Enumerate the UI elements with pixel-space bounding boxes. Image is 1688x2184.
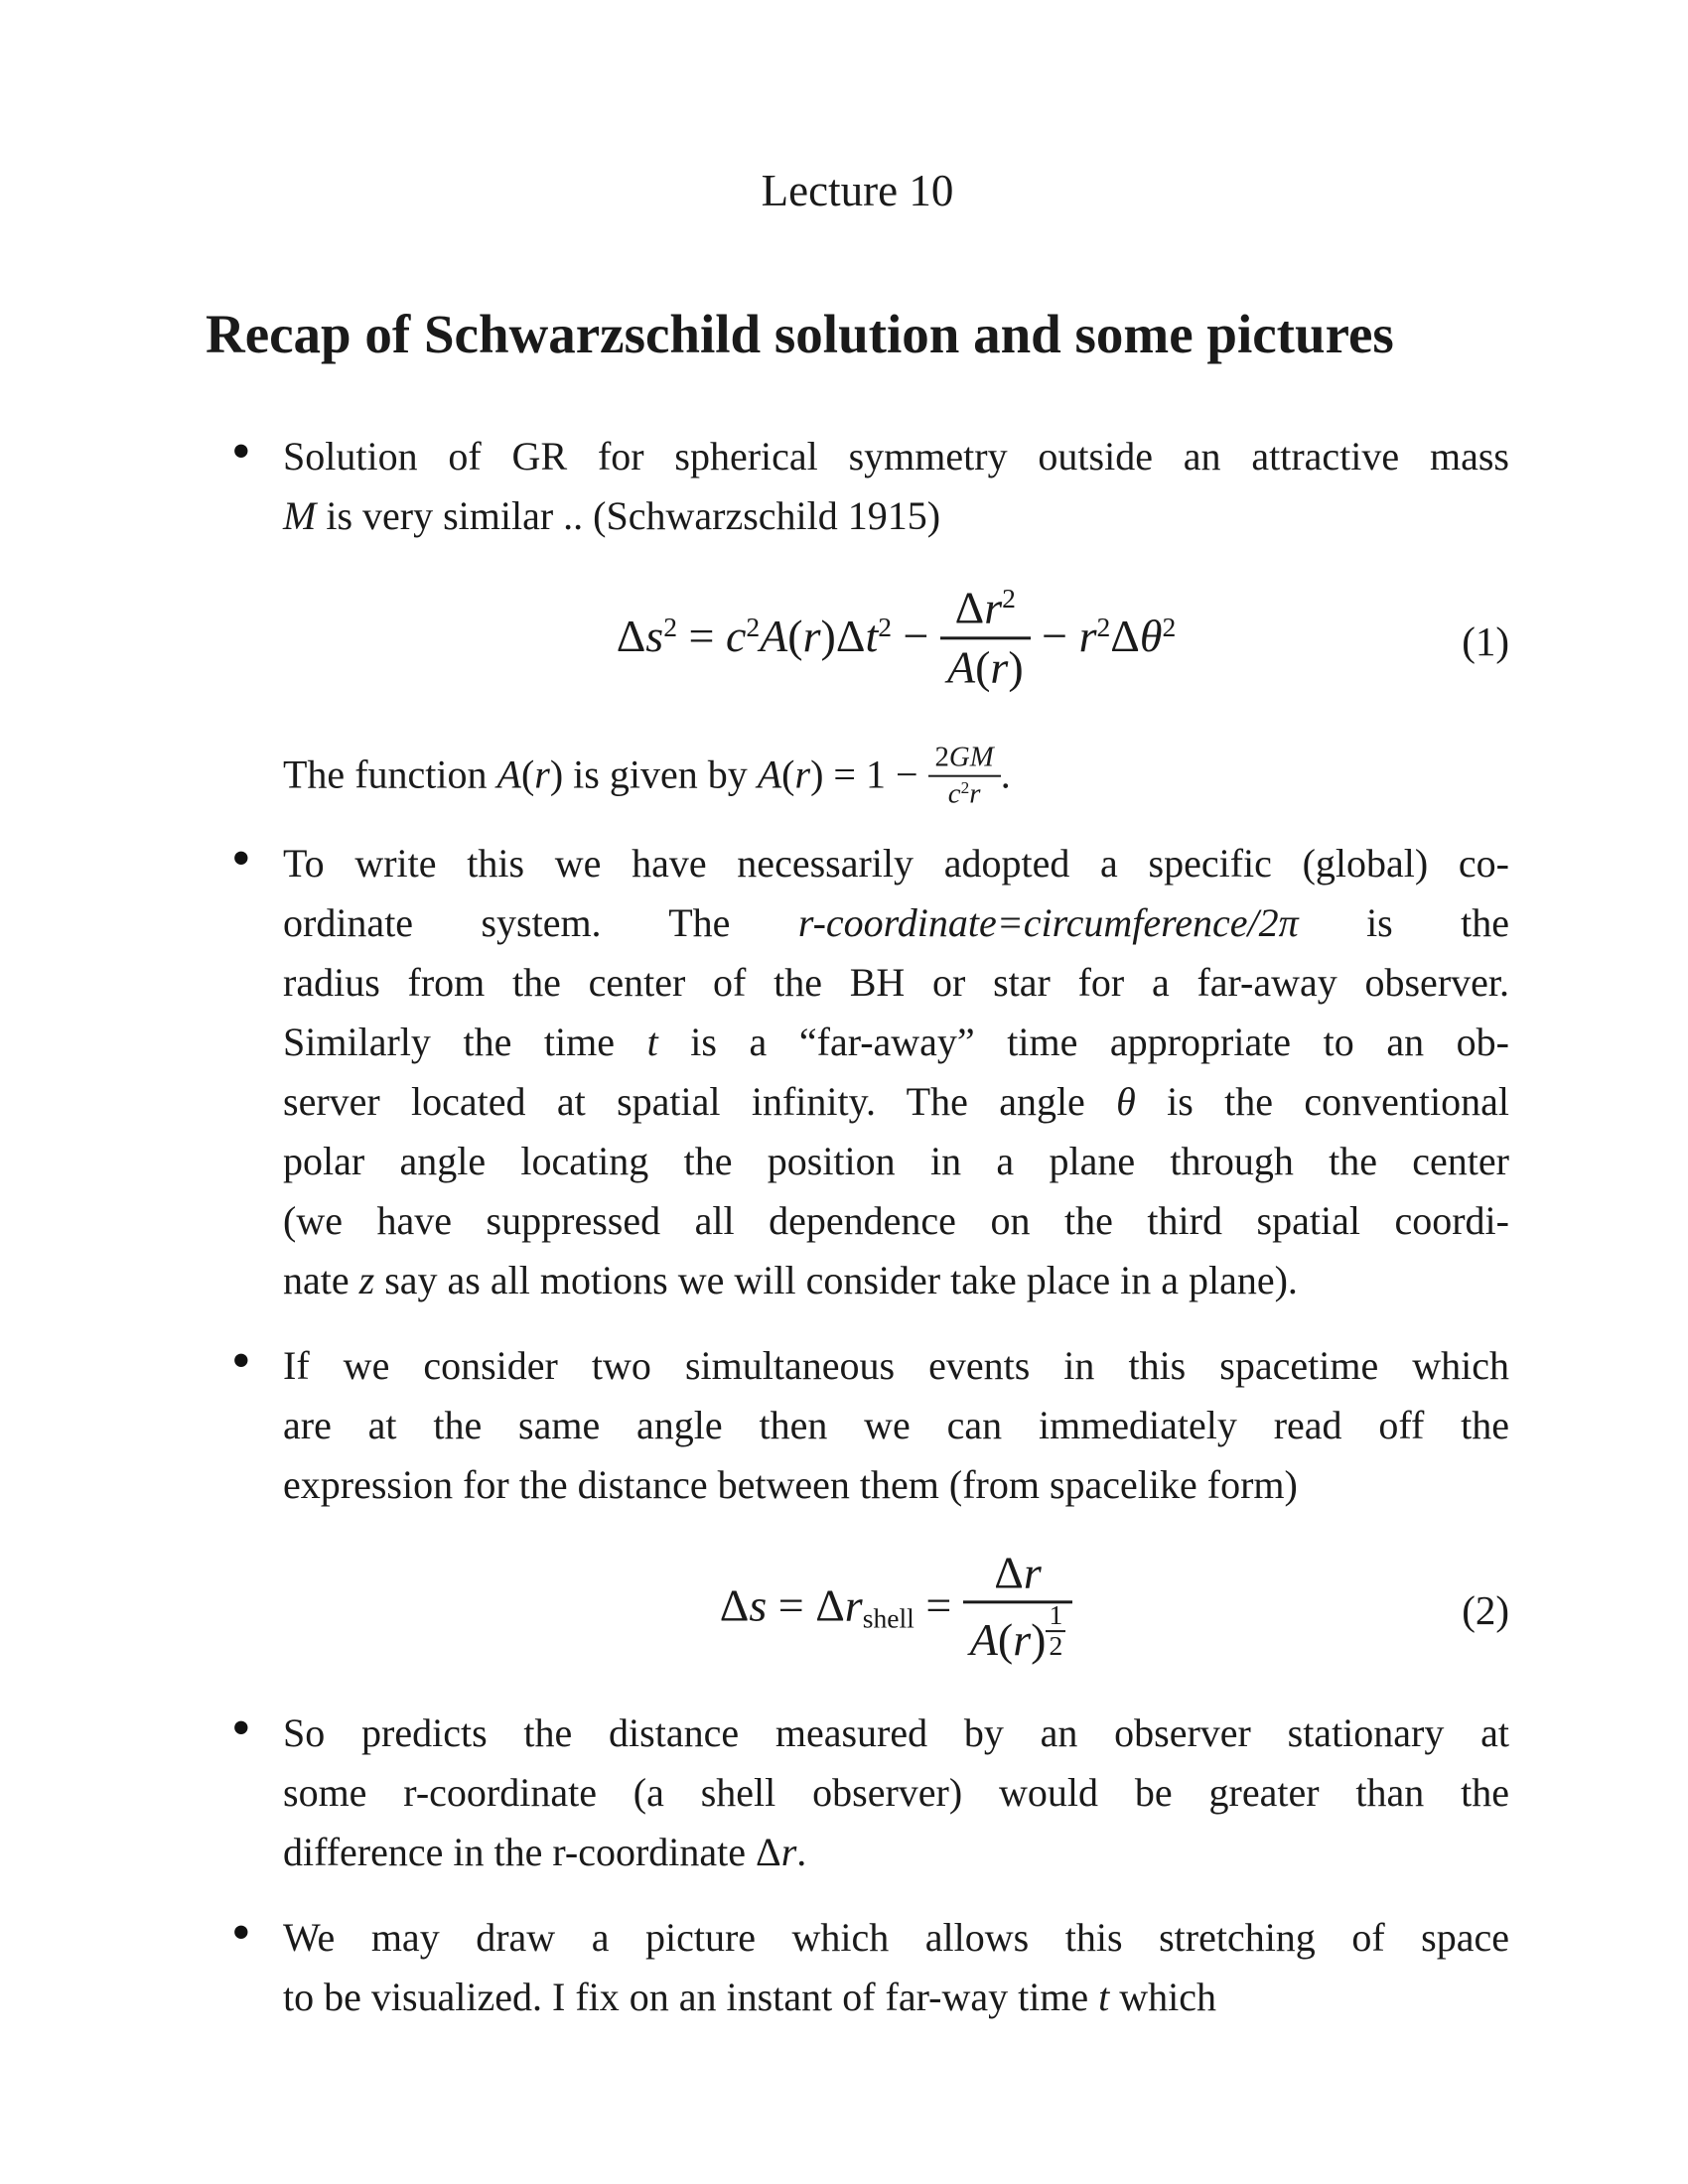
math-italic-run: t — [865, 611, 879, 662]
fraction-denominator — [928, 777, 1001, 812]
fraction-numerator — [1046, 1601, 1065, 1632]
fraction-denominator — [940, 639, 1031, 695]
text-line — [283, 1968, 1509, 2027]
math-italic-run: r — [1023, 1547, 1042, 1598]
math-italic-run: r — [969, 777, 981, 810]
text-run: Δ — [994, 1547, 1024, 1598]
bullet-item — [206, 828, 1509, 1310]
text-run: ( — [975, 640, 991, 692]
text-run: = — [767, 1579, 816, 1631]
equation-number: (2) — [1462, 1587, 1509, 1633]
text-run: Δ — [719, 1579, 750, 1631]
text-run: nate — [283, 1258, 359, 1302]
fraction — [928, 741, 1001, 812]
text-run: is very similar .. (Schwarzschild 1915) — [316, 493, 941, 538]
math-italic-run: z — [358, 1258, 375, 1302]
text-run: 2 — [1162, 612, 1177, 643]
text-line — [283, 953, 1509, 1013]
text-run: which — [1109, 1975, 1217, 2019]
math-italic-run: θ — [1139, 611, 1163, 662]
bullet-item — [206, 1698, 1509, 1882]
fraction-denominator — [1046, 1632, 1065, 1661]
text-run: If we consider two simultaneous events in this spacetime which — [283, 1343, 1509, 1388]
text-run: To write this we have necessarily adopted a specific (global) co- — [283, 841, 1509, 886]
text-run: 2 — [1002, 583, 1016, 614]
text-run: polar angle locating the position in a plane through the center — [283, 1139, 1509, 1183]
text-run: So predicts the distance measured by an observer stationary at — [283, 1710, 1509, 1755]
text-run: 2 — [1096, 612, 1111, 643]
math-italic-run: θ — [1116, 1079, 1136, 1124]
fraction — [963, 1545, 1072, 1668]
math-italic-run: r — [780, 1830, 797, 1874]
text-line — [283, 1191, 1509, 1251]
text-line — [283, 1132, 1509, 1191]
bullet-icon: • — [231, 421, 251, 482]
text-run: ( — [520, 751, 535, 797]
display-equation — [206, 1541, 1509, 1680]
math-italic-run: GM — [948, 741, 994, 773]
superscript — [961, 778, 970, 797]
text-run: 2 — [1049, 1630, 1063, 1662]
bullet-item — [206, 421, 1509, 546]
text-line — [283, 1336, 1509, 1396]
text-run: expression for the distance between them (from spacelike form) — [283, 1462, 1298, 1507]
math-italic-run: A — [969, 1614, 998, 1666]
text-run: ) is given by — [549, 751, 758, 797]
text-run: Solution of GR for spherical symmetry outside an attractive mass — [283, 434, 1509, 478]
text-run: ) — [820, 611, 836, 662]
text-line — [283, 893, 1509, 953]
math-italic-run: A — [760, 611, 788, 662]
math-italic-run: A — [757, 751, 782, 797]
text-run: Δ — [1110, 611, 1140, 662]
text-run: We may draw a picture which allows this stretching of space — [283, 1915, 1509, 1960]
text-run: is the — [1298, 900, 1509, 945]
text-run: difference in the r-coordinate Δ — [283, 1830, 781, 1874]
math-italic-run: r — [1013, 1614, 1032, 1666]
text-run: are at the same angle then we can immediately read off the — [283, 1403, 1509, 1447]
text-run: is a “far-away” time appropriate to an ob- — [657, 1020, 1509, 1064]
fraction-numerator — [963, 1545, 1072, 1603]
text-run: . — [796, 1830, 807, 1874]
bullet-item — [206, 1902, 1509, 2027]
text-run: 2 — [746, 612, 761, 643]
content-blocks — [206, 421, 1509, 2027]
text-line — [283, 1013, 1509, 1072]
bullet-icon: • — [231, 1698, 251, 1759]
superscript — [878, 612, 892, 642]
math-italic-run: s — [749, 1579, 768, 1631]
text-run: = — [677, 611, 726, 662]
math-italic-run: r — [1078, 611, 1097, 662]
superscript — [1046, 1599, 1065, 1662]
math-italic-run: r — [984, 582, 1003, 633]
text-run: ) = 1 − — [810, 751, 928, 797]
equation-number: (1) — [1462, 618, 1509, 664]
section-heading: Recap of Schwarzschild solution and some pictures — [206, 304, 1394, 364]
text-run: shell — [862, 1602, 914, 1634]
text-run: 2 — [934, 741, 949, 773]
text-line — [283, 1072, 1509, 1132]
text-run: 2 — [960, 778, 970, 798]
subscript — [863, 1602, 914, 1633]
text-run: 2 — [878, 612, 893, 643]
text-run: The function — [283, 751, 497, 797]
math-italic-run: c — [947, 777, 961, 810]
superscript — [1163, 612, 1177, 642]
math-italic-run: r — [794, 751, 811, 797]
math-italic-run: s — [645, 611, 664, 662]
fraction-numerator — [928, 741, 1001, 777]
bullet-icon: • — [231, 1330, 251, 1392]
superscript — [746, 612, 760, 642]
text-run: Δ — [835, 611, 866, 662]
math-italic-run: r — [534, 751, 550, 797]
text-line — [283, 1704, 1509, 1763]
text-run: Δ — [815, 1579, 845, 1631]
text-run: ( — [781, 751, 795, 797]
text-run: Δ — [616, 611, 646, 662]
text-run: is the conventional — [1135, 1079, 1509, 1124]
fraction — [940, 581, 1031, 695]
text-run: Similarly the time — [283, 1020, 647, 1064]
text-run: . — [1000, 751, 1011, 797]
text-run: say as all motions we will consider take place in a plane). — [374, 1258, 1298, 1302]
text-run: Δ — [954, 582, 985, 633]
math-italic-run: t — [646, 1020, 658, 1064]
superscript — [1002, 584, 1016, 614]
text-run: − — [1030, 611, 1079, 662]
text-run: ( — [997, 1614, 1014, 1666]
fraction-numerator — [940, 581, 1031, 639]
math-italic-run: M — [283, 493, 317, 538]
fraction — [1046, 1601, 1065, 1661]
math-italic-run: c — [725, 611, 747, 662]
math-italic-run: r — [990, 640, 1009, 692]
text-line — [283, 1396, 1509, 1455]
text-line — [283, 1251, 1509, 1310]
text-run: ordinate system. The — [283, 900, 798, 945]
text-line — [283, 427, 1509, 486]
text-run: radius from the center of the BH or star for a far-away observer. — [283, 960, 1509, 1005]
lecture-title: Lecture 10 — [761, 166, 954, 215]
math-italic-run: r — [802, 611, 821, 662]
fraction-denominator — [963, 1599, 1072, 1669]
text-run: = — [914, 1579, 963, 1631]
math-italic-run: r — [844, 1579, 863, 1631]
text-run: − — [892, 611, 940, 662]
text-run: ) — [1008, 640, 1024, 692]
text-line — [283, 1908, 1509, 1968]
math-italic-run: t — [1098, 1975, 1110, 2019]
bullet-icon: • — [231, 828, 251, 889]
text-run: to be visualized. I fix on an instant of far-way time — [283, 1975, 1099, 2019]
bullet-icon: • — [231, 1902, 251, 1964]
text-run: some r-coordinate (a shell observer) would be greater than the — [283, 1770, 1509, 1815]
text-line — [283, 1455, 1509, 1515]
superscript — [663, 612, 677, 642]
text-run: ) — [1031, 1614, 1047, 1666]
text-run: 1 — [1049, 1599, 1063, 1631]
text-line — [283, 1763, 1509, 1823]
math-italic-run: A — [496, 751, 521, 797]
equation-math — [720, 1549, 1073, 1672]
math-italic-run: r-coordinate=circumference/2π — [797, 900, 1299, 945]
paragraph — [206, 735, 1509, 808]
superscript — [1097, 612, 1111, 642]
text-line — [283, 1823, 1509, 1882]
equation-math — [617, 584, 1177, 698]
text-run: 2 — [663, 612, 677, 643]
text-run: (we have suppressed all dependence on the third spatial coordi- — [283, 1198, 1509, 1243]
display-equation — [206, 572, 1509, 711]
text-run: server located at spatial infinity. The angle — [283, 1079, 1117, 1124]
text-line — [283, 486, 1509, 546]
text-line — [283, 741, 1509, 810]
math-italic-run: A — [946, 640, 976, 692]
bullet-item — [206, 1330, 1509, 1515]
text-line — [283, 834, 1509, 893]
text-run: ( — [787, 611, 803, 662]
